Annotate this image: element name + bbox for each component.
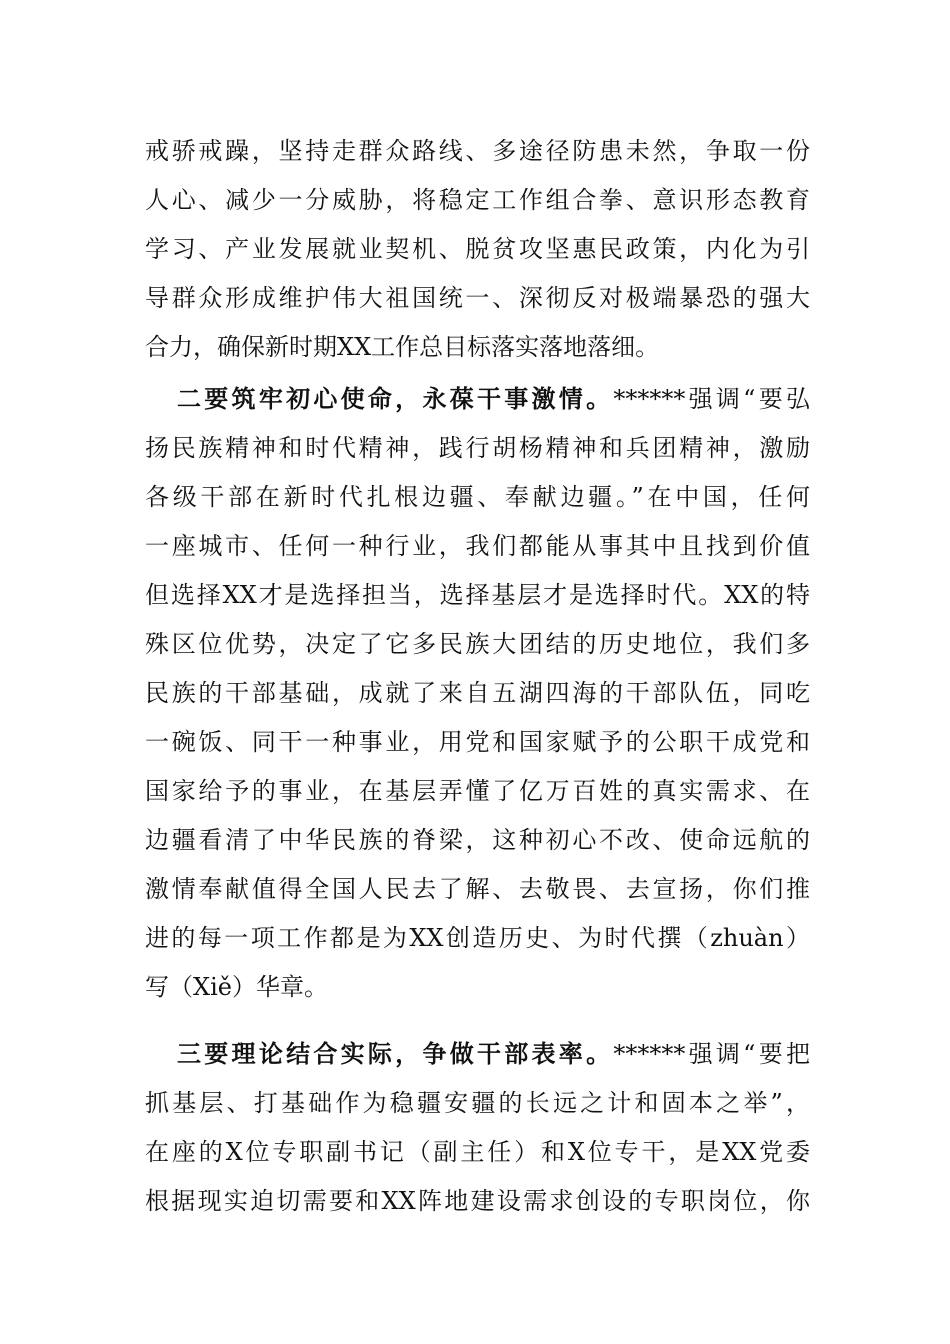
paragraph-2 (145, 375, 810, 1012)
paragraph-line: 人心、减少一分威胁，将稳定工作组合拳、意识形态教育 (145, 186, 810, 214)
paragraph-first-line (145, 1030, 810, 1079)
paragraph-line: 写（Xiě）华章。 (145, 973, 328, 1001)
paragraph-line: 进的每一项工作都是为XX创造历史、为时代撰（zhuàn） (145, 924, 810, 952)
paragraph-text: ******强调“要把 (613, 1040, 810, 1068)
paragraph-line: 根据现实迫切需要和XX阵地建设需求创设的专职岗位，你 (145, 1187, 810, 1215)
paragraph-line: 戒骄戒躁，坚持走群众路线、多途径防患未然，争取一份 (145, 137, 810, 165)
paragraph-1 (145, 127, 810, 372)
paragraph-line: 一碗饭、同干一种事业，用党和国家赋予的公职干成党和 (145, 728, 810, 756)
paragraph-text: ******强调“要弘 (613, 385, 810, 413)
paragraph-first-line (145, 375, 810, 424)
paragraph-line: 抓基层、打基础作为稳疆安疆的长远之计和固本之举”， (145, 1089, 810, 1117)
paragraph-line: 一座城市、任何一种行业，我们都能从事其中且找到价值 (145, 532, 810, 560)
paragraph-line: 激情奉献值得全国人民去了解、去敬畏、去宣扬，你们推 (145, 875, 810, 903)
paragraph-line: 但选择XX才是选择担当，选择基层才是选择时代。XX的特 (145, 581, 810, 609)
paragraph-line: 民族的干部基础，成就了来自五湖四海的干部队伍，同吃 (145, 679, 810, 707)
paragraph-line: 扬民族精神和时代精神，践行胡杨精神和兵团精神，激励 (145, 434, 810, 462)
paragraph-line: 学习、产业发展就业契机、脱贫攻坚惠民政策，内化为引 (145, 235, 810, 263)
paragraph-line: 合力，确保新时期XX工作总目标落实落地落细。 (145, 333, 660, 361)
paragraph-line: 各级干部在新时代扎根边疆、奉献边疆。”在中国，任何 (145, 483, 810, 511)
paragraph-line: 殊区位优势，决定了它多民族大团结的历史地位，我们多 (145, 630, 810, 658)
paragraph-line: 国家给予的事业，在基层弄懂了亿万百姓的真实需求、在 (145, 777, 810, 805)
section-heading: 三要理论结合实际，争做干部表率。 (177, 1040, 614, 1068)
section-heading: 二要筑牢初心使命，永葆干事激情。 (177, 385, 614, 413)
paragraph-line: 在座的X位专职副书记（副主任）和X位专干，是XX党委 (145, 1138, 810, 1166)
paragraph-line: 边疆看清了中华民族的脊梁，这种初心不改、使命远航的 (145, 826, 810, 854)
paragraph-3 (145, 1030, 810, 1226)
paragraph-line: 导群众形成维护伟大祖国统一、深彻反对极端暴恐的强大 (145, 284, 810, 312)
